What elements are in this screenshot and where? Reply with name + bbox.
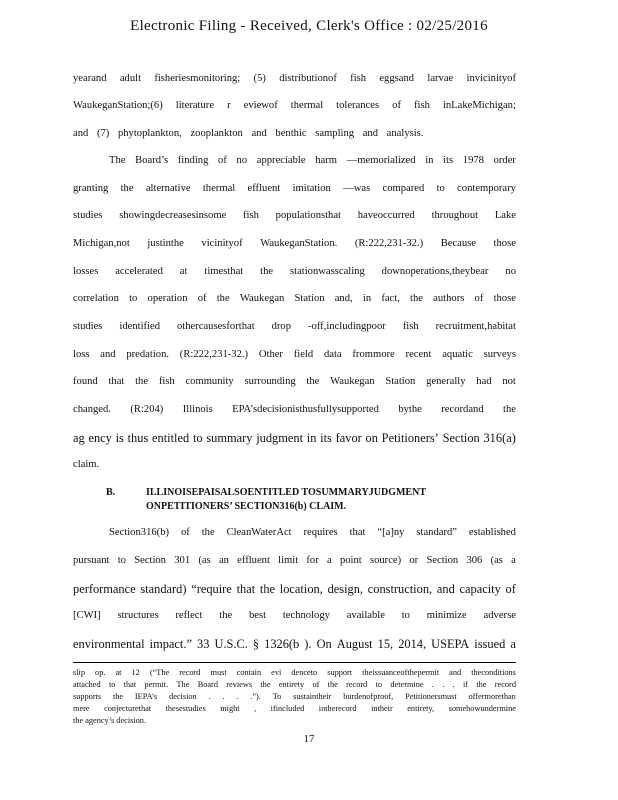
body-line: changed. (R:204) Illinois EPA’sdecisionisthusfullysupported bythe recordand the (73, 404, 516, 415)
body-line: studies identified othercausesforthat drop -off,includingpoor fish recruitment,habitat (73, 321, 516, 332)
section-heading-line-2: ONPETITIONERS’ SECTION316(b) CLAIM. (146, 501, 347, 512)
footnote-line: mere conjecturethat thesestudies might , ifincluded intherecord intheir entirety, somehowundermine (73, 704, 516, 713)
footnote-line: slip op. at 12 (“The record must contain evi denceto support theissuanceofthepermit and theconditions (73, 668, 516, 677)
footnote-line: attached to that permit. The Board reviews the entirety of the record to determine . . . if the record (73, 680, 516, 689)
body-line: WaukeganStation;(6) literature r eviewof thermal tolerances of fish inLakeMichigan; (73, 100, 516, 111)
body-line: The Board’s finding of no appreciable harm —memorialized in its 1978 order (109, 155, 516, 166)
electronic-filing-header: Electronic Filing - Received, Clerk's Office : 02/25/2016 (130, 18, 488, 34)
body-line: studies showingdecreasesinsome fish populationsthat haveoccurred throughout Lake (73, 210, 516, 221)
body-line: [CWI] structures reflect the best technology available to minimize adverse (73, 610, 516, 621)
body-line: yearand adult fisheriesmonitoring; (5) distributionof fish eggsand larvae invicinityof (73, 73, 516, 84)
body-line: Section316(b) of the CleanWaterAct requires that “[a]ny standard” established (109, 527, 516, 538)
body-line: Michigan,not justinthe vicinityof WaukeganStation. (R:222,231-32.) Because those (73, 238, 516, 249)
body-line: ag ency is thus entitled to summary judgment in its favor on Petitioners’ Section 316(a) (73, 431, 516, 445)
body-line: correlation to operation of the Waukegan Station and, in fact, the authors of those (73, 293, 516, 304)
body-line: environmental impact.” 33 U.S.C. § 1326(b ). On August 15, 2014, USEPA issued a (73, 637, 516, 651)
footnote-line: the agency’s decision. (73, 716, 147, 725)
body-line: claim. (73, 459, 100, 470)
section-heading-letter: B. (106, 487, 116, 498)
page-number: 17 (303, 733, 315, 745)
footnote-line: supports the IEPA’s decision . . . .”). To sustaintheir burdenofproof, Petitionersmust offermorethan (73, 692, 516, 701)
body-line: performance standard) “require that the location, design, construction, and capacity of (73, 582, 516, 596)
body-line: losses accelerated at timesthat the stationwasscaling downoperations,theybear no (73, 266, 516, 277)
section-heading-line-1: ILLINOISEPAISALSOENTITLED TOSUMMARYJUDGMENT (146, 487, 426, 498)
body-line: pursuant to Section 301 (as an effluent limit for a point source) or Section 306 (as a (73, 555, 516, 566)
footnote-separator (73, 662, 516, 663)
body-line: granting the alternative thermal effluent imitation —was compared to contemporary (73, 183, 516, 194)
body-line: loss and predation. (R:222,231-32.) Other field data frommore recent aquatic surveys (73, 349, 516, 360)
body-line: found that the fish community surrounding the Waukegan Station generally had not (73, 376, 516, 387)
body-line: and (7) phytoplankton, zooplankton and benthic sampling and analysis. (73, 128, 424, 139)
